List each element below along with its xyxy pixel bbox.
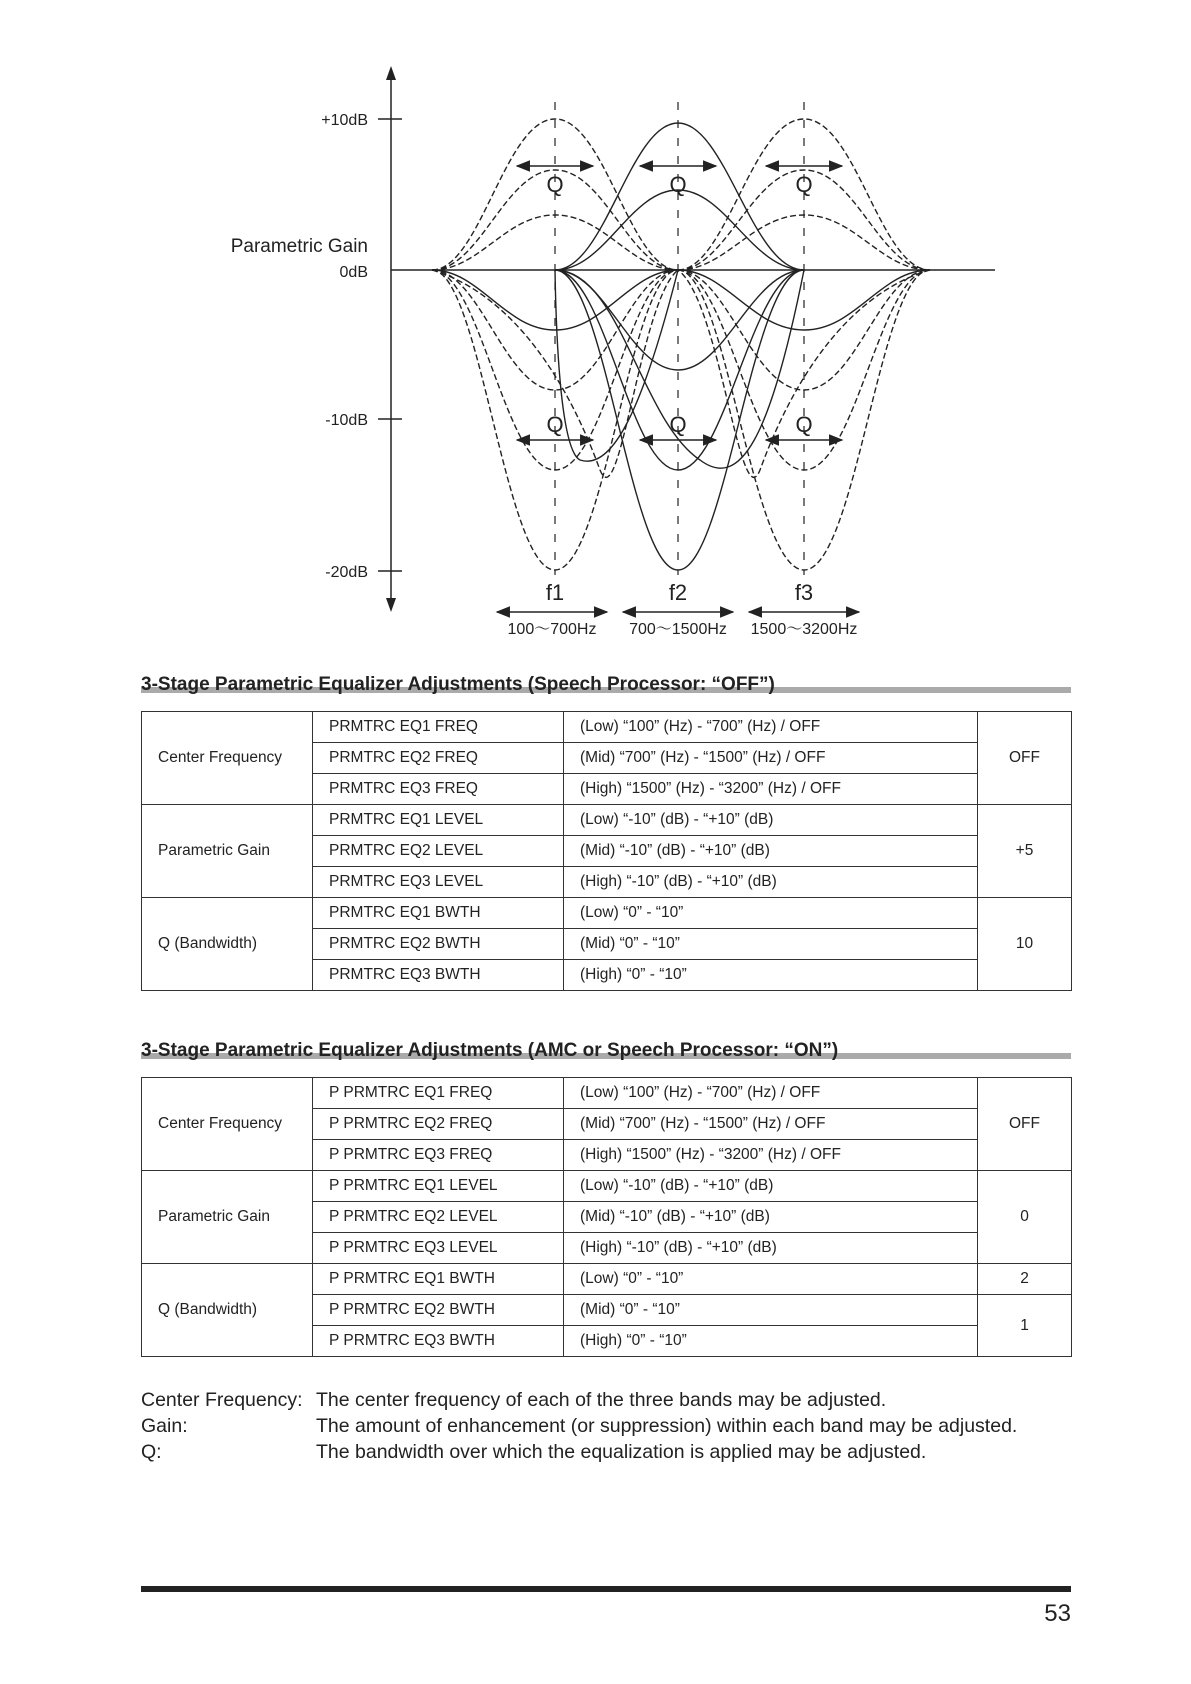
item-cell: PRMTRC EQ1 BWTH [313,898,564,929]
tick-label-plus10: +10dB [321,112,368,129]
footer-rule [141,1586,1071,1592]
item-cell: PRMTRC EQ2 FREQ [313,743,564,774]
table-row [142,805,1072,836]
band-label-f3: f3 [794,580,814,605]
range-cell: (Low) “0” - “10” [564,1264,978,1295]
range-cell: (High) “-10” (dB) - “+10” (dB) [564,867,978,898]
item-cell: P PRMTRC EQ3 BWTH [313,1326,564,1357]
q-label-f3-top: Q [795,172,813,197]
q-label-f2-bottom: Q [669,412,687,437]
item-cell: P PRMTRC EQ2 FREQ [313,1109,564,1140]
q-label-f1-top: Q [546,172,564,197]
range-cell: (Low) “100” (Hz) - “700” (Hz) / OFF [564,712,978,743]
definition-row [141,1387,1017,1413]
default-cell: 0 [978,1171,1072,1264]
y-axis-arrow-up [386,66,396,80]
definition-text: The amount of enhancement (or suppression) within each band may be adjusted. [316,1415,1018,1437]
definition-row [141,1413,1017,1439]
table-row [142,1171,1072,1202]
group-label: Parametric Gain [142,1171,313,1264]
f2-curve [555,190,804,270]
item-cell: PRMTRC EQ3 BWTH [313,960,564,991]
table-row [142,1264,1072,1295]
y-axis-arrow-down [386,598,396,612]
range-cell: (Low) “100” (Hz) - “700” (Hz) / OFF [564,1078,978,1109]
item-cell: P PRMTRC EQ1 LEVEL [313,1171,564,1202]
q-arrows [517,166,842,440]
range-cell: (High) “1500” (Hz) - “3200” (Hz) / OFF [564,774,978,805]
range-cell: (Mid) “-10” (dB) - “+10” (dB) [564,836,978,867]
default-cell: OFF [978,712,1072,805]
range-cell: (High) “-10” (dB) - “+10” (dB) [564,1233,978,1264]
default-cell: +5 [978,805,1072,898]
definition-term: Center Frequency: [141,1389,303,1411]
range-cell: (Low) “0” - “10” [564,898,978,929]
item-cell: PRMTRC EQ2 LEVEL [313,836,564,867]
range-cell: (High) “1500” (Hz) - “3200” (Hz) / OFF [564,1140,978,1171]
item-cell: PRMTRC EQ3 LEVEL [313,867,564,898]
group-label: Center Frequency [142,1078,313,1171]
default-cell: 2 [978,1264,1072,1295]
table2-title: 3-Stage Parametric Equalizer Adjustments (AMC or Speech Processor: “ON”) [141,1040,839,1061]
definition-term: Q: [141,1441,162,1463]
item-cell: PRMTRC EQ3 FREQ [313,774,564,805]
item-cell: P PRMTRC EQ1 BWTH [313,1264,564,1295]
item-cell: PRMTRC EQ2 BWTH [313,929,564,960]
range-cell: (Mid) “0” - “10” [564,1295,978,1326]
definition-term: Gain: [141,1415,188,1437]
table-row [142,712,1072,743]
default-cell: 1 [978,1295,1072,1357]
range-cell: (Mid) “0” - “10” [564,929,978,960]
band-range-f2: 700～1500Hz [629,621,727,638]
item-cell: PRMTRC EQ1 LEVEL [313,805,564,836]
parametric-eq-diagram [0,0,1191,650]
tick-label-minus20: -20dB [325,564,368,581]
item-cell: P PRMTRC EQ1 FREQ [313,1078,564,1109]
band-range-f3: 1500～3200Hz [750,621,858,638]
group-label: Q (Bandwidth) [142,1264,313,1357]
definition-text: The center frequency of each of the three bands may be adjusted. [316,1389,887,1411]
table2-heading [141,1040,1071,1062]
range-cell: (Mid) “700” (Hz) - “1500” (Hz) / OFF [564,1109,978,1140]
page-number: 53 [1044,1600,1071,1627]
table-row [142,1078,1072,1109]
item-cell: P PRMTRC EQ3 FREQ [313,1140,564,1171]
band-range-f1: 100～700Hz [507,621,597,638]
item-cell: P PRMTRC EQ2 LEVEL [313,1202,564,1233]
q-label-f2-top: Q [669,172,687,197]
range-cell: (Low) “-10” (dB) - “+10” (dB) [564,1171,978,1202]
default-cell: OFF [978,1078,1072,1171]
definitions [141,1387,1017,1465]
table1-title: 3-Stage Parametric Equalizer Adjustments (Speech Processor: “OFF”) [141,674,775,695]
range-cell: (High) “0” - “10” [564,960,978,991]
definition-row [141,1439,1017,1465]
range-cell: (Low) “-10” (dB) - “+10” (dB) [564,805,978,836]
table1-heading [141,674,1071,696]
range-cell: (Mid) “700” (Hz) - “1500” (Hz) / OFF [564,743,978,774]
band-label-f1: f1 [545,580,565,605]
group-label: Center Frequency [142,712,313,805]
range-cell: (Mid) “-10” (dB) - “+10” (dB) [564,1202,978,1233]
tick-label-minus10: -10dB [325,412,368,429]
default-cell: 10 [978,898,1072,991]
q-label-f1-bottom: Q [546,412,564,437]
table1 [141,711,1072,991]
item-cell: PRMTRC EQ1 FREQ [313,712,564,743]
range-cell: (High) “0” - “10” [564,1326,978,1357]
f1-wide-curve [432,215,678,270]
definition-text: The bandwidth over which the equalization is applied may be adjusted. [316,1441,927,1463]
group-label: Parametric Gain [142,805,313,898]
table2 [141,1077,1072,1357]
band-label-f2: f2 [668,580,688,605]
item-cell: P PRMTRC EQ2 BWTH [313,1295,564,1326]
item-cell: P PRMTRC EQ3 LEVEL [313,1233,564,1264]
tick-label-0: 0dB [339,264,368,281]
y-axis-title: Parametric Gain [230,236,368,257]
q-label-f3-bottom: Q [795,412,813,437]
table-row [142,898,1072,929]
group-label: Q (Bandwidth) [142,898,313,991]
f3-wide-curve [678,215,930,270]
